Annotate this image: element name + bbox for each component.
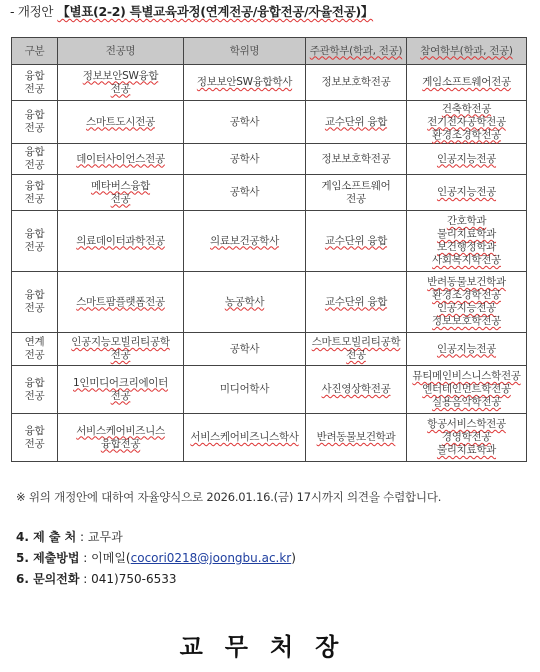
- cell-line: 교수단위 융합: [324, 234, 388, 247]
- cell-line: 전공: [110, 192, 131, 205]
- cell-line: 융합전공: [100, 437, 141, 450]
- cell-line: 교수단위 융합: [324, 295, 388, 308]
- cell-line: 인공지능전공: [436, 186, 497, 198]
- cell-line: 전공: [24, 389, 45, 402]
- cell-degree: [184, 144, 306, 175]
- cell-line: 융합: [24, 376, 45, 389]
- cell-line: 1인미디어크리에이터: [73, 376, 168, 389]
- cell-line: 공학사: [229, 115, 260, 128]
- cell-degree: [184, 366, 306, 414]
- cell-line: 항공서비스학전공: [427, 418, 506, 430]
- cell-participants: [407, 65, 527, 101]
- cell-line: 융합: [24, 69, 45, 82]
- heading-prefix: - 개정안: [10, 4, 54, 19]
- header-degree: 학위명: [184, 38, 306, 65]
- cell-degree: [184, 333, 306, 366]
- cell-line: 전공: [24, 159, 45, 171]
- header-participants: 참여학부(학과, 전공): [407, 38, 527, 65]
- cell-participants: [407, 101, 527, 144]
- cell-type: [12, 175, 58, 211]
- cell-line: 엔터테인먼트학전공: [422, 383, 511, 395]
- table-row: [12, 175, 527, 211]
- table-row: [12, 414, 527, 462]
- cell-participants: [407, 211, 527, 272]
- cell-line: 서비스케어비즈니스: [76, 424, 165, 437]
- cell-type: [12, 414, 58, 462]
- submission-method-prefix: : 이메일(: [83, 551, 131, 565]
- table-row: [12, 272, 527, 333]
- cell-major: [58, 333, 184, 366]
- cell-line: 전기전자공학전공: [427, 115, 506, 128]
- cell-type: [12, 65, 58, 101]
- cell-line: 물리치료학과: [436, 444, 497, 456]
- cell-degree: [184, 414, 306, 462]
- cell-line: 연계: [24, 336, 45, 348]
- cell-host: [306, 366, 407, 414]
- cell-type: [12, 211, 58, 272]
- cell-line: 데이터사이언스전공: [76, 152, 165, 165]
- cell-major: [58, 211, 184, 272]
- cell-degree: [184, 101, 306, 144]
- submission-method-label: 5. 제출방법: [16, 551, 80, 565]
- table-row: [12, 333, 527, 366]
- cell-line: 스마트팜플랫폼전공: [76, 295, 165, 308]
- cell-line: 환경조경학전공: [432, 289, 501, 301]
- cell-major: [58, 272, 184, 333]
- cell-line: 공학사: [229, 152, 260, 165]
- cell-type: [12, 366, 58, 414]
- submission-method-suffix: ): [291, 551, 296, 565]
- cell-major: [58, 366, 184, 414]
- cell-degree: [184, 272, 306, 333]
- cell-line: 전공: [24, 122, 45, 134]
- cell-line: 인공지능전공: [436, 152, 497, 165]
- table-row: [12, 211, 527, 272]
- email-link[interactable]: cocori0218@joongbu.ac.kr: [130, 551, 292, 565]
- cell-line: 전공: [24, 349, 45, 361]
- cell-major: [58, 414, 184, 462]
- cell-line: 뮤티메인비스니스학전공: [412, 370, 521, 382]
- header-major: 전공명: [58, 38, 184, 65]
- cell-line: 미디어학사: [219, 383, 270, 395]
- cell-host: [306, 272, 407, 333]
- cell-line: 건축학전공: [441, 102, 492, 115]
- cell-line: 전공: [24, 82, 45, 95]
- cell-host: [306, 175, 407, 211]
- cell-line: 전공: [346, 192, 366, 205]
- cell-line: 반려동물보건학과: [316, 431, 396, 443]
- cell-line: 간호학과: [446, 215, 487, 227]
- cell-line: 의료데이터과학전공: [76, 234, 165, 247]
- cell-line: 융합: [24, 424, 45, 437]
- cell-line: 융합: [24, 146, 45, 158]
- cell-line: 정보보호학전공: [432, 315, 501, 327]
- cell-host: [306, 211, 407, 272]
- cell-line: 전공: [110, 82, 131, 95]
- header-type: 구분: [12, 38, 58, 65]
- cell-major: [58, 65, 184, 101]
- table-header-row: [12, 38, 527, 65]
- cell-line: 전공: [24, 302, 45, 314]
- cell-line: 게임소프트웨어전공: [422, 76, 511, 88]
- cell-participants: [407, 272, 527, 333]
- cell-line: 인공지능전공: [436, 302, 497, 314]
- table-row: [12, 65, 527, 101]
- cell-line: 실용음악학전공: [432, 396, 501, 408]
- cell-participants: [407, 366, 527, 414]
- table-row: [12, 366, 527, 414]
- cell-line: 공학사: [229, 342, 260, 355]
- table-row: [12, 101, 527, 144]
- cell-line: 전공: [346, 349, 366, 361]
- table-row: [12, 144, 527, 175]
- cell-line: 공학사: [229, 186, 260, 198]
- cell-major: [58, 101, 184, 144]
- header-host: 주관학부(학과, 전공): [306, 38, 407, 65]
- cell-type: [12, 144, 58, 175]
- cell-line: 경영학전공: [441, 431, 492, 443]
- cell-line: 농공학사: [224, 295, 265, 308]
- cell-line: 인공지능전공: [436, 342, 497, 355]
- cell-line: 의료보건공학사: [210, 234, 279, 247]
- cell-line: 정보보호학전공: [321, 76, 391, 88]
- cell-line: 보건행정학과: [436, 241, 497, 253]
- submission-office: [16, 528, 123, 545]
- special-curriculum-table: [11, 37, 527, 462]
- cell-line: 사진영상학전공: [321, 383, 391, 395]
- cell-degree: [184, 65, 306, 101]
- cell-participants: [407, 144, 527, 175]
- cell-line: 정보보안SW융합: [82, 69, 159, 82]
- submission-method: [16, 549, 296, 566]
- cell-line: 전공: [110, 389, 131, 402]
- cell-degree: [184, 175, 306, 211]
- cell-type: [12, 272, 58, 333]
- cell-line: 서비스케어비즈니스학사: [190, 431, 299, 443]
- cell-line: 융합: [24, 228, 45, 240]
- submission-office-label: 4. 제 출 처: [16, 530, 77, 544]
- cell-major: [58, 144, 184, 175]
- cell-participants: [407, 333, 527, 366]
- cell-participants: [407, 175, 527, 211]
- cell-line: 환경조경학전공: [432, 128, 501, 141]
- cell-line: 인공지능모빌리티공학: [71, 336, 170, 348]
- submission-contact-label: 6. 문의전화: [16, 572, 80, 586]
- cell-line: 전공: [24, 192, 45, 205]
- cell-line: 스마트모빌리티공학: [311, 336, 401, 348]
- cell-participants: [407, 414, 527, 462]
- cell-line: 사회복지학전공: [432, 254, 501, 266]
- cell-line: 전공: [24, 241, 45, 253]
- cell-type: [12, 333, 58, 366]
- opinion-note: ※ 위의 개정안에 대하여 자율양식으로 2026.01.16.(금) 17시까지 의견을 수렴합니다.: [16, 490, 442, 504]
- cell-line: 정보보안SW융합학사: [196, 76, 293, 88]
- cell-line: 융합: [24, 109, 45, 121]
- cell-host: [306, 101, 407, 144]
- page-heading: [10, 2, 373, 20]
- cell-host: [306, 333, 407, 366]
- submission-office-value: : 교무과: [80, 530, 123, 544]
- cell-line: 반려동물보건학과: [427, 276, 506, 288]
- submission-contact-value: : 041)750-6533: [83, 572, 177, 586]
- cell-line: 전공: [110, 349, 131, 361]
- cell-line: 게임소프트웨어: [321, 179, 391, 192]
- cell-line: 교수단위 융합: [324, 115, 388, 128]
- cell-line: 융합: [24, 179, 45, 192]
- cell-host: [306, 65, 407, 101]
- cell-host: [306, 414, 407, 462]
- cell-line: 융합: [24, 289, 45, 301]
- cell-line: 전공: [24, 437, 45, 450]
- cell-line: 물리치료학과: [436, 228, 497, 240]
- submission-contact: [16, 570, 177, 587]
- cell-type: [12, 101, 58, 144]
- cell-major: [58, 175, 184, 211]
- cell-line: 정보보호학전공: [321, 152, 391, 165]
- signer: 교무처장: [179, 632, 361, 661]
- cell-line: 스마트도시전공: [86, 115, 155, 128]
- cell-host: [306, 144, 407, 175]
- heading-title: 【별표(2-2) 특별교육과정(연계전공/융합전공/자율전공)】: [57, 4, 374, 19]
- cell-line: 메타버스융합: [90, 179, 151, 192]
- cell-degree: [184, 211, 306, 272]
